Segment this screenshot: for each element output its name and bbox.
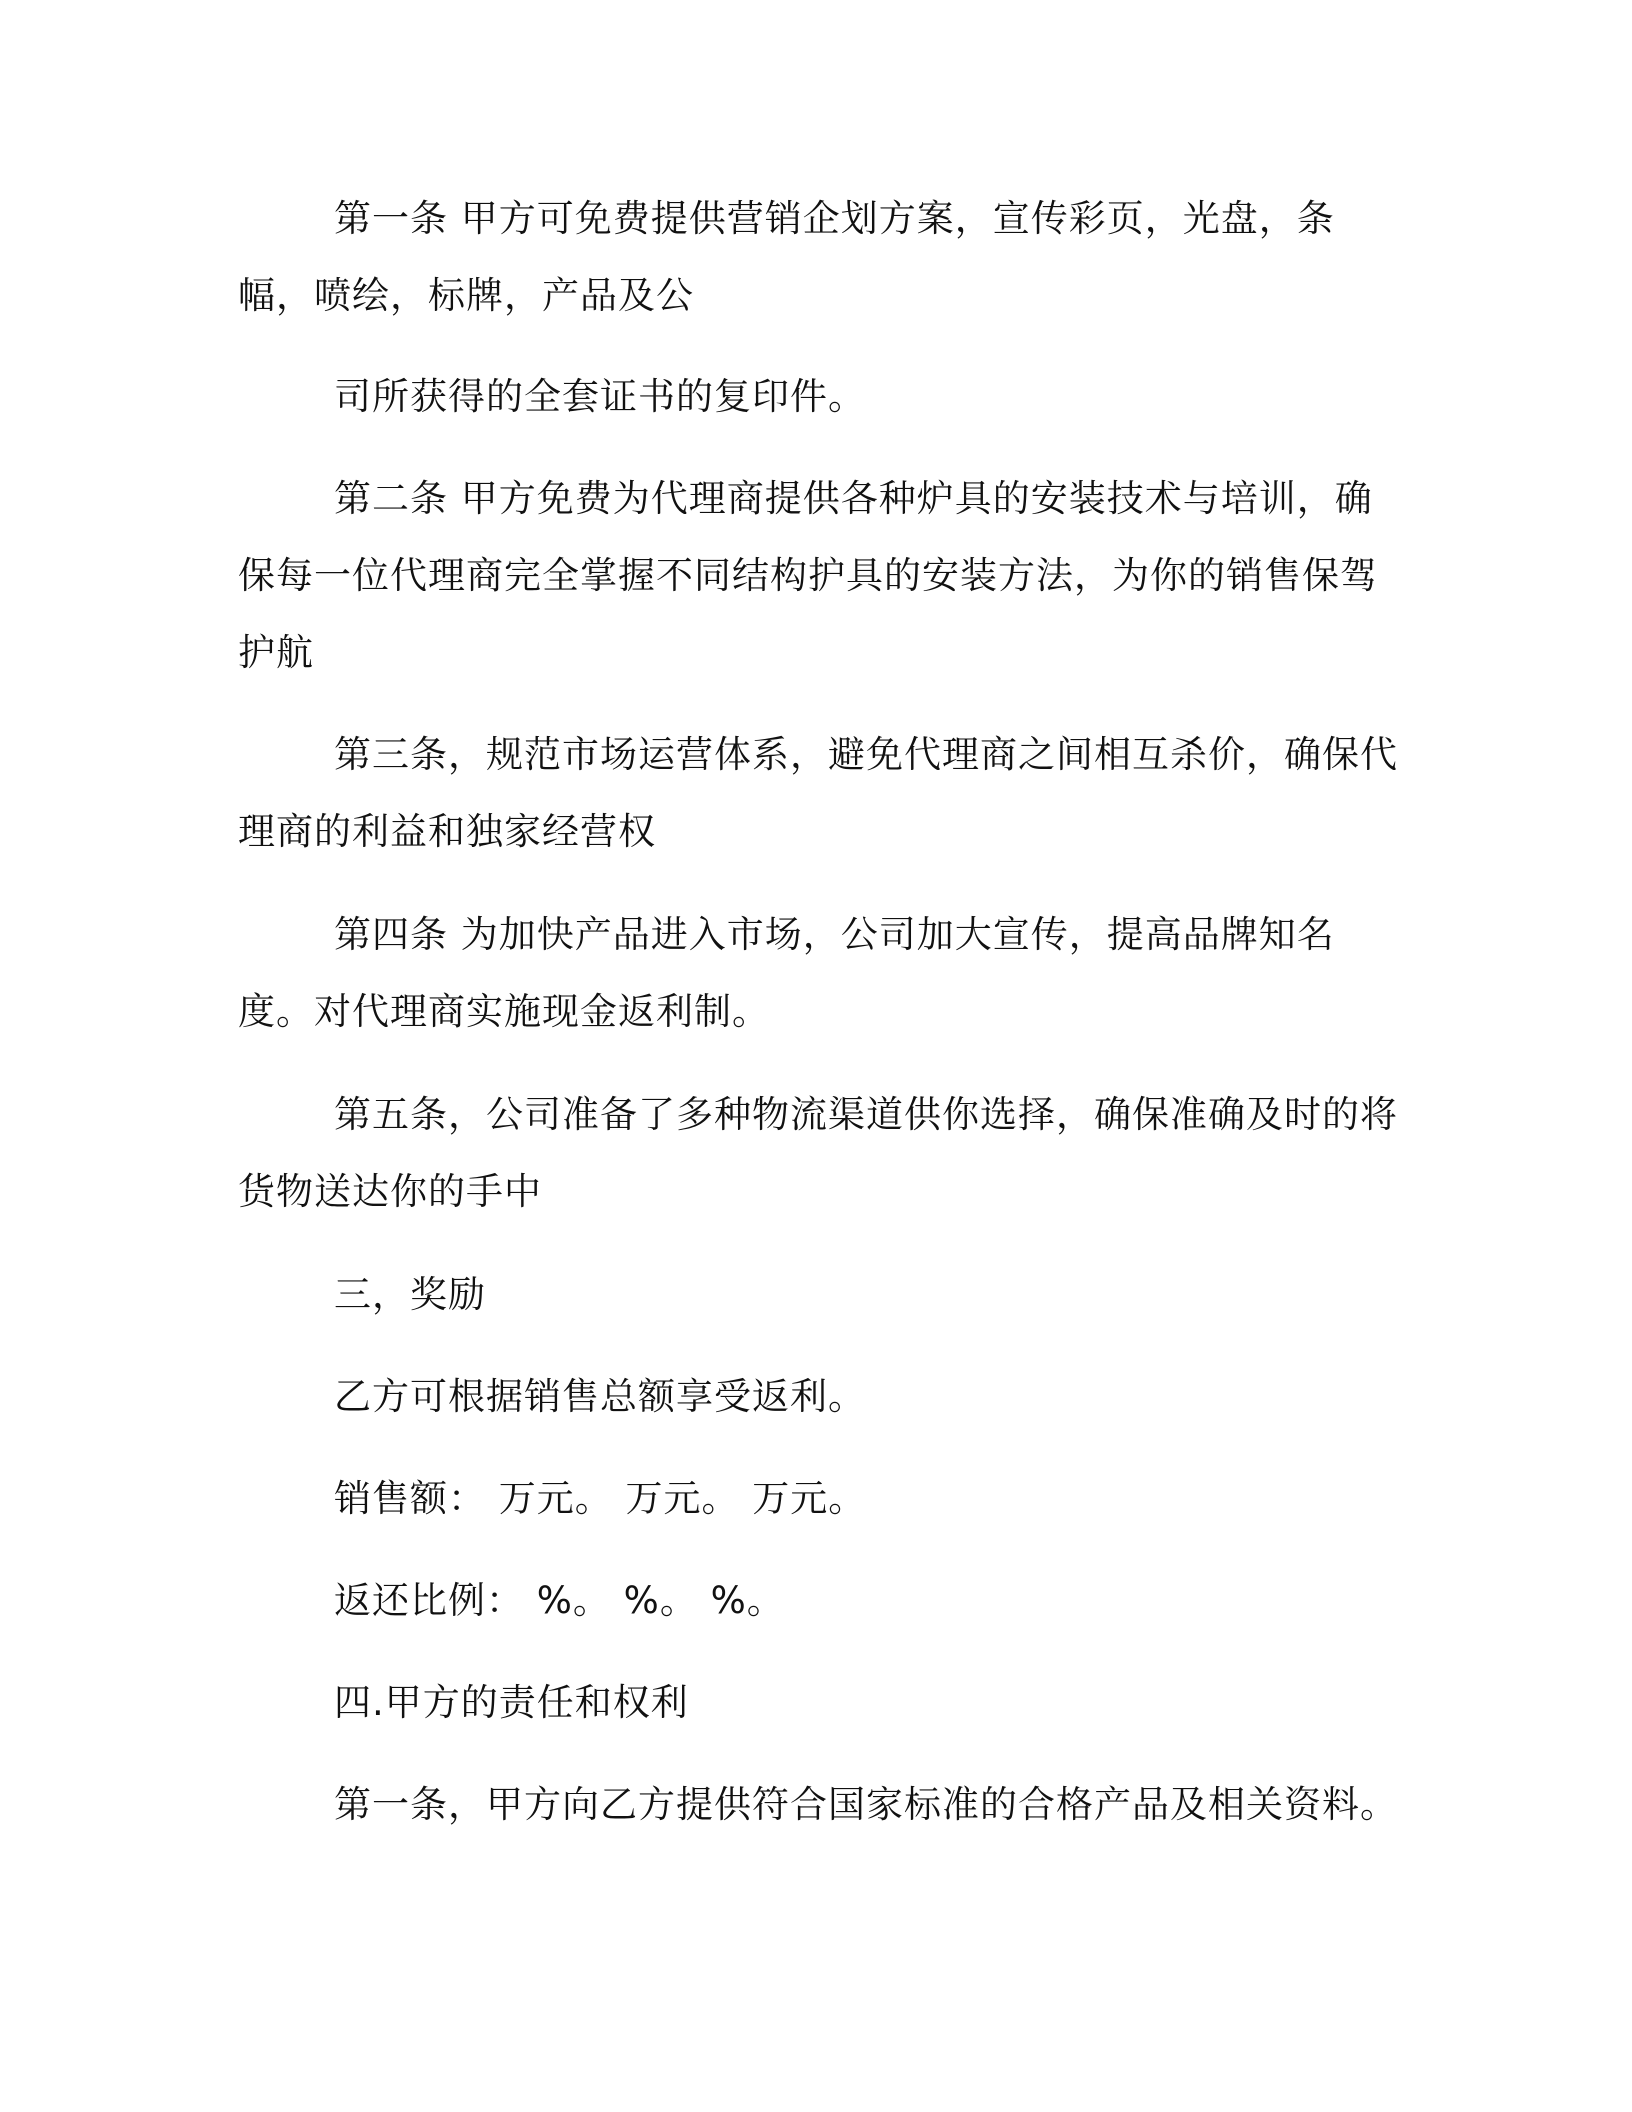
paragraph-clause-3: 第三条，规范市场运营体系，避免代理商之间相互杀价，确保代理商的利益和独家经营权	[238, 733, 1398, 853]
paragraph-return-ratio: 返还比例： %。 %。 %。	[334, 1579, 785, 1622]
paragraph-clause-1-continued: 司所获得的全套证书的复印件。	[334, 375, 866, 418]
paragraph-clause-1: 第一条 甲方可免费提供营销企划方案，宣传彩页，光盘，条幅，喷绘，标牌，产品及公	[238, 197, 1335, 317]
paragraph-clause-5: 第五条，公司准备了多种物流渠道供你选择，确保准确及时的将货物送达你的手中	[238, 1093, 1398, 1213]
paragraph-rebate-intro: 乙方可根据销售总额享受返利。	[334, 1375, 866, 1418]
paragraph-sales-amount: 销售额： 万元。 万元。 万元。	[334, 1477, 867, 1520]
section-heading-party-a-duties: 四.甲方的责任和权利	[334, 1681, 689, 1724]
section-heading-rewards: 三，奖励	[334, 1273, 486, 1316]
paragraph-clause-4: 第四条 为加快产品进入市场，公司加大宣传，提高品牌知名度。对代理商实施现金返利制。	[238, 913, 1335, 1033]
paragraph-clause-2: 第二条 甲方免费为代理商提供各种炉具的安装技术与培训，确保每一位代理商完全掌握不同结构护具的安装方法，为你的销售保驾护航	[238, 477, 1378, 674]
paragraph-party-a-clause-1: 第一条，甲方向乙方提供符合国家标准的合格产品及相关资料。	[334, 1783, 1398, 1826]
